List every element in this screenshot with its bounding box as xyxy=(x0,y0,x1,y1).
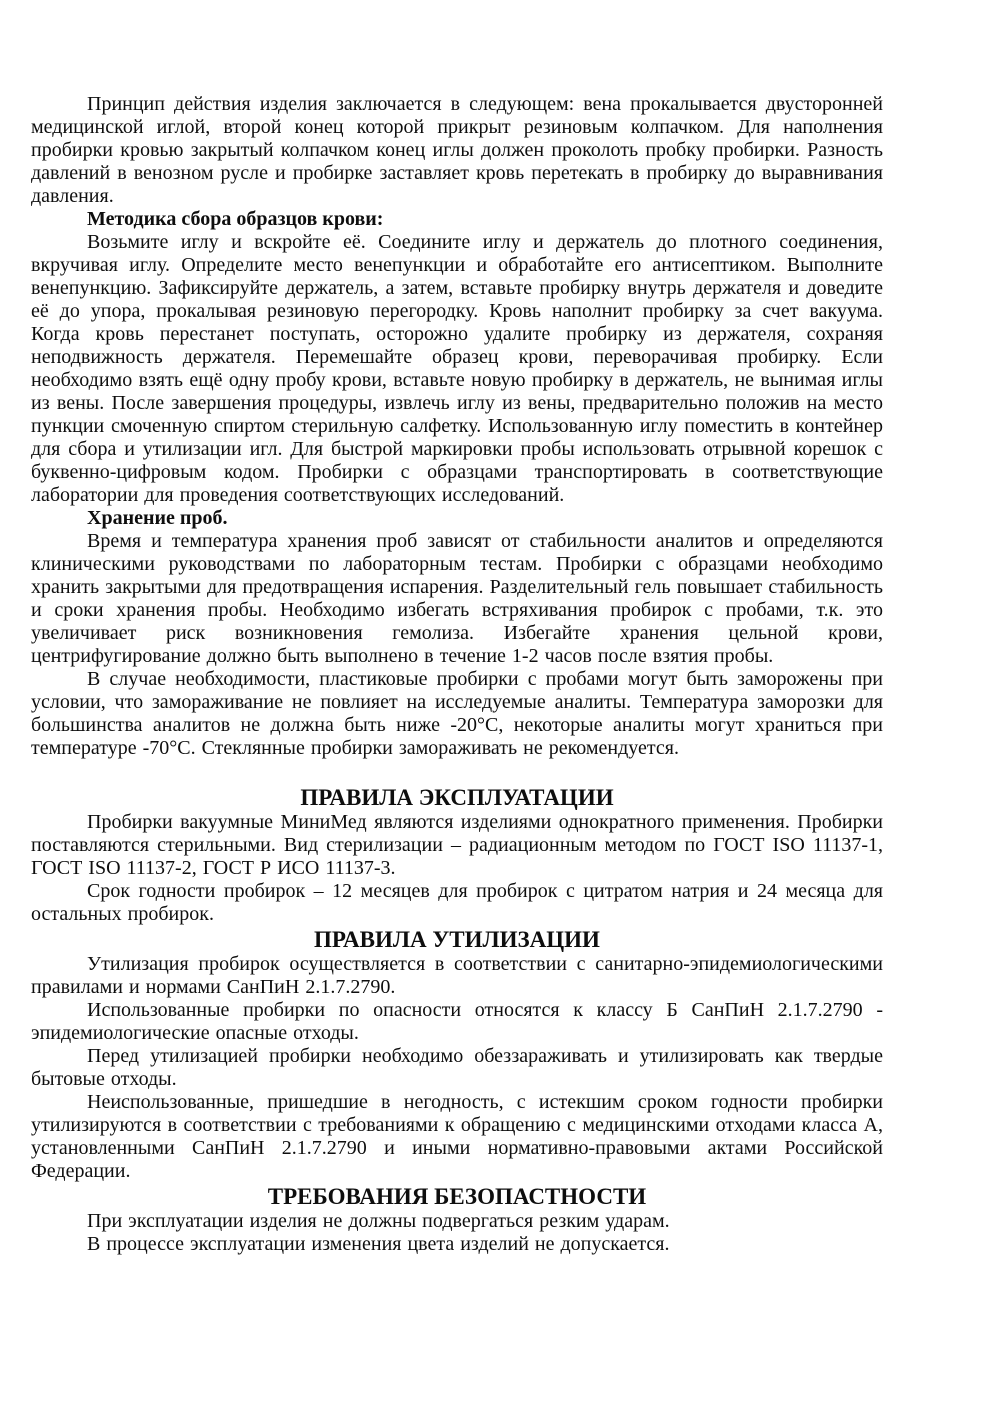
paragraph-operation-shelf-life: Срок годности пробирок – 12 месяцев для пробирок с цитратом натрия и 24 месяца для остальных пробирок. xyxy=(31,880,883,925)
paragraph-safety-impacts: При эксплуатации изделия не должны подвергаться резким ударам. xyxy=(87,1210,670,1232)
heading-safety-requirements: ТРЕБОВАНИЯ БЕЗОПАСТНОСТИ xyxy=(267,1184,647,1209)
paragraph-storage-freezing: В случае необходимости, пластиковые пробирки с пробами могут быть заморожены при условии, что замораживание не повлияет на исследуемые аналиты. Температура заморозки для большинства аналитов не должна быть ниже -20°С, некоторые аналиты могут храниться при температуре -70°С. Стеклянные пробирки замораживать не рекомендуется. xyxy=(31,668,883,759)
paragraph-collection-method: Возьмите иглу и вскройте её. Соедините иглу и держатель до плотного соединения, вкручивая иглу. Определите место венепункции и обработайте его антисептиком. Выполните венепункцию. Зафиксируйте держатель, а затем, вставьте пробирку внутрь держателя и доведите её до упора, прокалывая резиновую перегородку. Кровь наполнит пробирку за счет вакуума. Когда кровь перестанет поступать, осторожно удалите пробирку из держателя, сохраняя неподвижность держателя. Перемешайте образец крови, переворачивая пробирку. Если необходимо взять ещё одну пробу крови, вставьте новую пробирку в держатель, не вынимая иглы из вены. После завершения процедуры, извлечь иглу из вены, предварительно положив на место пункции смоченную спиртом стерильную салфетку. Использованную иглу поместить в контейнер для сбора и утилизации игл. Для быстрой маркировки пробы использовать отрывной корешок с буквенно-цифровым кодом. Пробирки с образцами транспортировать в соответствующие лаборатории для проведения соответствующих исследований. xyxy=(31,231,883,506)
paragraph-safety-color-change: В процессе эксплуатации изменения цвета изделий не допускается. xyxy=(87,1233,670,1255)
heading-operation-rules: ПРАВИЛА ЭКСПЛУАТАЦИИ xyxy=(300,785,614,810)
paragraph-disposal-sanpin: Утилизация пробирок осуществляется в соответствии с санитарно-эпидемиологическими правилами и нормами СанПиН 2.1.7.2790. xyxy=(31,953,883,998)
paragraph-operation-sterilization: Пробирки вакуумные МиниМед являются изделиями однократного применения. Пробирки поставляются стерильными. Вид стерилизации – радиационным методом по ГОСТ ISO 11137-1, ГОСТ ISO 11137-2, ГОСТ Р ИСО 11137-3. xyxy=(31,811,883,879)
paragraph-principle: Принцип действия изделия заключается в следующем: вена прокалывается двусторонней медицинской иглой, второй конец которой прикрыт резиновым колпачком. Для наполнения пробирки кровью закрытый колпачком конец иглы должен проколоть пробку пробирки. Разность давлений в венозном русле и пробирке заставляет кровь перетекать в пробирку до выравнивания давления. xyxy=(31,93,883,207)
document-content xyxy=(31,93,883,1256)
paragraph-disposal-class-b: Использованные пробирки по опасности относятся к классу Б СанПиН 2.1.7.2790 - эпидемиологические опасные отходы. xyxy=(31,999,883,1044)
heading-blood-collection-method: Методика сбора образцов крови: xyxy=(87,208,384,230)
paragraph-disposal-unused: Неиспользованные, пришедшие в негодность, с истекшим сроком годности пробирки утилизируются в соответствии с требованиями к обращению с медицинскими отходами класса А, установленными СанПиН 2.1.7.2790 и иными нормативно-правовыми актами Российской Федерации. xyxy=(31,1091,883,1182)
heading-sample-storage: Хранение проб. xyxy=(87,507,228,529)
paragraph-storage-conditions: Время и температура хранения проб зависят от стабильности аналитов и определяются клиническими руководствами по лабораторным тестам. Пробирки с образцами необходимо хранить закрытыми для предотвращения испарения. Разделительный гель повышает стабильность и сроки хранения пробы. Необходимо избегать встряхивания пробирок с пробами, т.к. это увеличивает риск возникновения гемолиза. Избегайте хранения цельной крови, центрифугирование должно быть выполнено в течение 1-2 часов после взятия пробы. xyxy=(31,530,883,667)
paragraph-disposal-decontamination: Перед утилизацией пробирки необходимо обеззараживать и утилизировать как твердые бытовые отходы. xyxy=(31,1045,883,1090)
heading-disposal-rules: ПРАВИЛА УТИЛИЗАЦИИ xyxy=(314,927,600,952)
